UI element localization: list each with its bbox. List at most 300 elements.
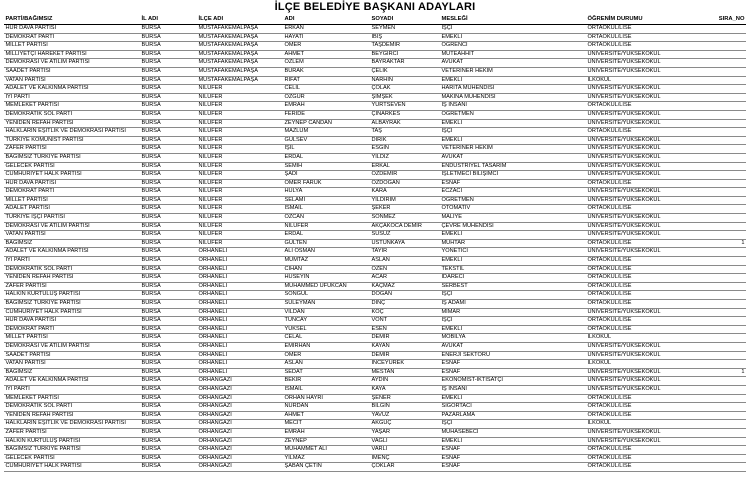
first-name-cell: GÜLTEN: [283, 239, 370, 248]
table-row: [4, 411, 746, 420]
party-cell: BAĞIMSIZ: [4, 368, 140, 377]
profession-cell: SİGORTACI: [440, 403, 586, 412]
table-row: [4, 428, 746, 437]
order-no-cell: [701, 291, 746, 300]
table-row: [4, 119, 746, 128]
education-cell: ORTAOKUL/LİSE: [586, 42, 701, 51]
order-no-cell: [701, 334, 746, 343]
province-cell: BURSA: [140, 428, 197, 437]
table-row: [4, 274, 746, 283]
column-header-party: PARTİ/BAĞIMSIZ: [4, 15, 140, 25]
order-no-cell: [701, 317, 746, 326]
education-cell: ORTAOKUL/LİSE: [586, 33, 701, 42]
table-row: [4, 300, 746, 309]
first-name-cell: NURDAN: [283, 403, 370, 412]
table-row: [4, 205, 746, 214]
table-row: [4, 145, 746, 154]
education-cell: ÜNİVERSİTE/YÜKSEKOKUL: [586, 437, 701, 446]
profession-cell: AVUKAT: [440, 342, 586, 351]
last-name-cell: ASLAN: [370, 257, 440, 266]
first-name-cell: ŞABAN ÇETİN: [283, 463, 370, 472]
first-name-cell: SELAMİ: [283, 196, 370, 205]
first-name-cell: MÜMTAZ: [283, 257, 370, 266]
district-cell: MUSTAFAKEMALPAŞA: [197, 33, 283, 42]
first-name-cell: İSMAİL: [283, 205, 370, 214]
column-header-district: İLÇE ADI: [197, 15, 283, 25]
education-cell: ORTAOKUL/LİSE: [586, 317, 701, 326]
table-row: [4, 463, 746, 472]
province-cell: BURSA: [140, 136, 197, 145]
province-cell: BURSA: [140, 446, 197, 455]
first-name-cell: GÜLSEV: [283, 136, 370, 145]
table-row: [4, 67, 746, 76]
last-name-cell: DİRİK: [370, 136, 440, 145]
province-cell: BURSA: [140, 179, 197, 188]
profession-cell: EMEKLİ: [440, 394, 586, 403]
province-cell: BURSA: [140, 214, 197, 223]
first-name-cell: ÖMER FARUK: [283, 179, 370, 188]
profession-cell: SERBEST: [440, 282, 586, 291]
province-cell: BURSA: [140, 394, 197, 403]
table-row: [4, 153, 746, 162]
district-cell: ORHANGAZİ: [197, 454, 283, 463]
last-name-cell: IBIŞ: [370, 33, 440, 42]
party-cell: MİLLET PARTİSİ: [4, 334, 140, 343]
education-cell: İLKOKUL: [586, 334, 701, 343]
first-name-cell: BURAK: [283, 67, 370, 76]
order-no-cell: [701, 308, 746, 317]
order-no-cell: [701, 76, 746, 85]
table-row: [4, 59, 746, 68]
province-cell: BURSA: [140, 342, 197, 351]
last-name-cell: DİNÇ: [370, 300, 440, 309]
first-name-cell: YÜKSEL: [283, 325, 370, 334]
table-row: [4, 188, 746, 197]
party-cell: DEMOKRATİK SOL PARTİ: [4, 403, 140, 412]
profession-cell: EMEKLİ: [440, 136, 586, 145]
first-name-cell: ASLAN: [283, 360, 370, 369]
district-cell: NİLÜFER: [197, 110, 283, 119]
profession-cell: EMEKLİ: [440, 231, 586, 240]
last-name-cell: YAŞAR: [370, 428, 440, 437]
party-cell: BAĞIMSIZ: [4, 239, 140, 248]
order-no-cell: [701, 222, 746, 231]
column-header-province: İL ADI: [140, 15, 197, 25]
district-cell: NİLÜFER: [197, 214, 283, 223]
column-header-profession: MESLEĞİ: [440, 15, 586, 25]
first-name-cell: CELİL: [283, 85, 370, 94]
province-cell: BURSA: [140, 300, 197, 309]
district-cell: ORHANELİ: [197, 291, 283, 300]
education-cell: ORTAOKUL/LİSE: [586, 403, 701, 412]
party-cell: HALKLARIN EŞİTLİK VE DEMOKRASİ PARTİSİ: [4, 420, 140, 429]
order-no-cell: [701, 446, 746, 455]
education-cell: ÜNİVERSİTE/YÜKSEKOKUL: [586, 136, 701, 145]
order-no-cell: [701, 196, 746, 205]
province-cell: BURSA: [140, 42, 197, 51]
document-title: İLÇE BELEDİYE BAŞKANI ADAYLARI: [274, 1, 476, 13]
party-cell: DEMOKRATİK SOL PARTİ: [4, 265, 140, 274]
table-row: [4, 128, 746, 137]
profession-cell: İŞÇİ: [440, 291, 586, 300]
education-cell: ÜNİVERSİTE/YÜKSEKOKUL: [586, 145, 701, 154]
province-cell: BURSA: [140, 93, 197, 102]
party-cell: HÜR DAVA PARTİSİ: [4, 317, 140, 326]
district-cell: ORHANGAZİ: [197, 385, 283, 394]
last-name-cell: KAYAN: [370, 342, 440, 351]
district-cell: NİLÜFER: [197, 128, 283, 137]
province-cell: BURSA: [140, 308, 197, 317]
district-cell: ORHANELİ: [197, 334, 283, 343]
district-cell: NİLÜFER: [197, 93, 283, 102]
profession-cell: MİMAR: [440, 308, 586, 317]
profession-cell: ESNAF: [440, 360, 586, 369]
education-cell: ÜNİVERSİTE/YÜKSEKOKUL: [586, 153, 701, 162]
education-cell: ORTAOKUL/LİSE: [586, 454, 701, 463]
party-cell: BAĞIMSIZ TÜRKİYE PARTİSİ: [4, 300, 140, 309]
province-cell: BURSA: [140, 76, 197, 85]
last-name-cell: YURTSEVEN: [370, 102, 440, 111]
province-cell: BURSA: [140, 128, 197, 137]
district-cell: ORHANGAZİ: [197, 428, 283, 437]
profession-cell: AVUKAT: [440, 59, 586, 68]
last-name-cell: ÖZDOĞAN: [370, 179, 440, 188]
profession-cell: İŞÇİ: [440, 128, 586, 137]
order-no-cell: [701, 171, 746, 180]
party-cell: GELECEK PARTİSİ: [4, 162, 140, 171]
table-row: [4, 222, 746, 231]
table-row: [4, 377, 746, 386]
province-cell: BURSA: [140, 231, 197, 240]
last-name-cell: DEMİR: [370, 334, 440, 343]
education-cell: ÜNİVERSİTE/YÜKSEKOKUL: [586, 248, 701, 257]
table-row: [4, 93, 746, 102]
first-name-cell: ÖMER: [283, 351, 370, 360]
province-cell: BURSA: [140, 59, 197, 68]
profession-cell: ECZACI: [440, 188, 586, 197]
district-cell: MUSTAFAKEMALPAŞA: [197, 59, 283, 68]
party-cell: İYİ PARTİ: [4, 385, 140, 394]
province-cell: BURSA: [140, 325, 197, 334]
profession-cell: TEKSTİL: [440, 265, 586, 274]
first-name-cell: MECİT: [283, 420, 370, 429]
profession-cell: OTOMATİV: [440, 205, 586, 214]
order-no-cell: [701, 33, 746, 42]
last-name-cell: AYDIN: [370, 377, 440, 386]
education-cell: ÜNİVERSİTE/YÜKSEKOKUL: [586, 308, 701, 317]
table-row: [4, 248, 746, 257]
table-row: [4, 171, 746, 180]
last-name-cell: DOĞAN: [370, 291, 440, 300]
district-cell: ORHANELİ: [197, 265, 283, 274]
profession-cell: ÇEVRE MÜHENDİSİ: [440, 222, 586, 231]
district-cell: NİLÜFER: [197, 179, 283, 188]
province-cell: BURSA: [140, 377, 197, 386]
first-name-cell: CİHAN: [283, 265, 370, 274]
order-no-cell: [701, 59, 746, 68]
province-cell: BURSA: [140, 188, 197, 197]
profession-cell: AVUKAT: [440, 153, 586, 162]
province-cell: BURSA: [140, 351, 197, 360]
last-name-cell: MESTAN: [370, 368, 440, 377]
party-cell: DEMOKRASİ VE ATILIM PARTİSİ: [4, 222, 140, 231]
order-no-cell: [701, 42, 746, 51]
education-cell: ÜNİVERSİTE/YÜKSEKOKUL: [586, 50, 701, 59]
order-no-cell: [701, 300, 746, 309]
table-row: [4, 110, 746, 119]
last-name-cell: VAĞLI: [370, 437, 440, 446]
district-cell: MUSTAFAKEMALPAŞA: [197, 50, 283, 59]
column-header-last-name: SOYADI: [370, 15, 440, 25]
last-name-cell: KARA: [370, 188, 440, 197]
province-cell: BURSA: [140, 454, 197, 463]
order-no-cell: [701, 67, 746, 76]
education-cell: İLKOKUL: [586, 420, 701, 429]
district-cell: NİLÜFER: [197, 162, 283, 171]
profession-cell: MOBİLYA: [440, 334, 586, 343]
first-name-cell: ERKAN: [283, 25, 370, 34]
first-name-cell: ZEYNEP: [283, 437, 370, 446]
district-cell: NİLÜFER: [197, 145, 283, 154]
education-cell: ÜNİVERSİTE/YÜKSEKOKUL: [586, 59, 701, 68]
district-cell: MUSTAFAKEMALPAŞA: [197, 76, 283, 85]
education-cell: ORTAOKUL/LİSE: [586, 274, 701, 283]
last-name-cell: VONT: [370, 317, 440, 326]
profession-cell: EMEKLİ: [440, 33, 586, 42]
table-row: [4, 239, 746, 248]
table-row: [4, 25, 746, 34]
province-cell: BURSA: [140, 291, 197, 300]
table-row: [4, 317, 746, 326]
district-cell: ORHANELİ: [197, 308, 283, 317]
province-cell: BURSA: [140, 153, 197, 162]
province-cell: BURSA: [140, 317, 197, 326]
party-cell: DEMOKRATİK SOL PARTİ: [4, 110, 140, 119]
party-cell: GELECEK PARTİSİ: [4, 454, 140, 463]
first-name-cell: HAYATİ: [283, 33, 370, 42]
province-cell: BURSA: [140, 85, 197, 94]
party-cell: MİLLET PARTİSİ: [4, 42, 140, 51]
party-cell: MİLLİYETÇİ HAREKET PARTİSİ: [4, 50, 140, 59]
province-cell: BURSA: [140, 274, 197, 283]
education-cell: İLKOKUL: [586, 360, 701, 369]
order-no-cell: 1: [701, 368, 746, 377]
table-row: [4, 291, 746, 300]
profession-cell: ESNAF: [440, 368, 586, 377]
profession-cell: ESNAF: [440, 179, 586, 188]
province-cell: BURSA: [140, 463, 197, 472]
party-cell: ZAFER PARTİSİ: [4, 145, 140, 154]
profession-cell: MÜTEAHHİT: [440, 50, 586, 59]
table-row: [4, 136, 746, 145]
order-no-cell: [701, 257, 746, 266]
profession-cell: ÖĞRETMEN: [440, 110, 586, 119]
education-cell: ÜNİVERSİTE/YÜKSEKOKUL: [586, 428, 701, 437]
last-name-cell: ESEN: [370, 325, 440, 334]
province-cell: BURSA: [140, 196, 197, 205]
first-name-cell: EMRAH: [283, 428, 370, 437]
party-cell: HALKIN KURTULUŞ PARTİSİ: [4, 291, 140, 300]
table-row: [4, 179, 746, 188]
table-row: [4, 102, 746, 111]
first-name-cell: SÜLEYMAN: [283, 300, 370, 309]
district-cell: NİLÜFER: [197, 136, 283, 145]
last-name-cell: ERKAL: [370, 162, 440, 171]
province-cell: BURSA: [140, 25, 197, 34]
last-name-cell: YILDIZ: [370, 153, 440, 162]
party-cell: ADALET VE KALKINMA PARTİSİ: [4, 377, 140, 386]
province-cell: BURSA: [140, 257, 197, 266]
order-no-cell: [701, 325, 746, 334]
first-name-cell: NİLÜFER: [283, 222, 370, 231]
order-no-cell: [701, 454, 746, 463]
district-cell: ORHANGAZİ: [197, 403, 283, 412]
table-row: [4, 231, 746, 240]
order-no-cell: [701, 411, 746, 420]
first-name-cell: ŞADİ: [283, 171, 370, 180]
party-cell: BAĞIMSIZ TÜRKİYE PARTİSİ: [4, 446, 140, 455]
order-no-cell: [701, 274, 746, 283]
last-name-cell: ŞENER: [370, 394, 440, 403]
profession-cell: EMEKLİ: [440, 257, 586, 266]
education-cell: ÜNİVERSİTE/YÜKSEKOKUL: [586, 342, 701, 351]
party-cell: HALKIN KURTULUŞ PARTİSİ: [4, 437, 140, 446]
first-name-cell: RİFAT: [283, 76, 370, 85]
order-no-cell: [701, 385, 746, 394]
party-cell: YENİDEN REFAH PARTİSİ: [4, 119, 140, 128]
order-no-cell: [701, 128, 746, 137]
first-name-cell: ÖZCAN: [283, 214, 370, 223]
province-cell: BURSA: [140, 205, 197, 214]
province-cell: BURSA: [140, 334, 197, 343]
profession-cell: İŞÇİ: [440, 420, 586, 429]
party-cell: YENİDEN REFAH PARTİSİ: [4, 411, 140, 420]
party-cell: SAADET PARTİSİ: [4, 351, 140, 360]
education-cell: ÜNİVERSİTE/YÜKSEKOKUL: [586, 377, 701, 386]
order-no-cell: [701, 153, 746, 162]
education-cell: ÜNİVERSİTE/YÜKSEKOKUL: [586, 110, 701, 119]
table-row: [4, 437, 746, 446]
district-cell: ORHANGAZİ: [197, 420, 283, 429]
last-name-cell: TAŞ: [370, 128, 440, 137]
first-name-cell: ÖZLEM: [283, 59, 370, 68]
party-cell: İYİ PARTİ: [4, 93, 140, 102]
last-name-cell: ÇELİK: [370, 67, 440, 76]
district-cell: ORHANELİ: [197, 325, 283, 334]
order-no-cell: [701, 248, 746, 257]
party-cell: YENİDEN REFAH PARTİSİ: [4, 274, 140, 283]
last-name-cell: TAYIR: [370, 248, 440, 257]
order-no-cell: [701, 85, 746, 94]
last-name-cell: ŞEKER: [370, 205, 440, 214]
district-cell: NİLÜFER: [197, 153, 283, 162]
district-cell: ORHANELİ: [197, 342, 283, 351]
order-no-cell: [701, 50, 746, 59]
party-cell: İYİ PARTİ: [4, 257, 140, 266]
column-header-order-no: SIRA_NO: [701, 15, 746, 25]
order-no-cell: [701, 360, 746, 369]
education-cell: ORTAOKUL/LİSE: [586, 265, 701, 274]
party-cell: DEMOKRAT PARTİ: [4, 188, 140, 197]
last-name-cell: ÖZDEMİR: [370, 171, 440, 180]
first-name-cell: BEKİR: [283, 377, 370, 386]
table-row: [4, 394, 746, 403]
party-cell: CUMHURİYET HALK PARTİSİ: [4, 171, 140, 180]
district-cell: ORHANELİ: [197, 248, 283, 257]
profession-cell: MUHTAR: [440, 239, 586, 248]
table-row: [4, 50, 746, 59]
education-cell: ÜNİVERSİTE/YÜKSEKOKUL: [586, 162, 701, 171]
district-cell: NİLÜFER: [197, 231, 283, 240]
district-cell: NİLÜFER: [197, 196, 283, 205]
district-cell: MUSTAFAKEMALPAŞA: [197, 42, 283, 51]
education-cell: ORTAOKUL/LİSE: [586, 463, 701, 472]
last-name-cell: ŞİMŞEK: [370, 93, 440, 102]
last-name-cell: ESGİN: [370, 145, 440, 154]
district-cell: ORHANELİ: [197, 360, 283, 369]
province-cell: BURSA: [140, 110, 197, 119]
province-cell: BURSA: [140, 50, 197, 59]
district-cell: ORHANELİ: [197, 274, 283, 283]
party-cell: DEMOKRAT PARTİ: [4, 325, 140, 334]
education-cell: ÜNİVERSİTE/YÜKSEKOKUL: [586, 196, 701, 205]
order-no-cell: [701, 25, 746, 34]
party-cell: BAĞIMSIZ TÜRKİYE PARTİSİ: [4, 153, 140, 162]
first-name-cell: VİLDAN: [283, 308, 370, 317]
column-header-education: ÖĞRENİM DURUMU: [586, 15, 701, 25]
district-cell: ORHANGAZİ: [197, 446, 283, 455]
order-no-cell: [701, 110, 746, 119]
education-cell: ÜNİVERSİTE/YÜKSEKOKUL: [586, 85, 701, 94]
party-cell: TÜRKİYE KOMÜNİST PARTİSİ: [4, 136, 140, 145]
first-name-cell: EMRAH: [283, 102, 370, 111]
first-name-cell: ÖMER: [283, 42, 370, 51]
education-cell: ORTAOKUL/LİSE: [586, 102, 701, 111]
table-body: [4, 25, 746, 472]
table-row: [4, 265, 746, 274]
education-cell: ÜNİVERSİTE/YÜKSEKOKUL: [586, 93, 701, 102]
table-header-row: [4, 15, 746, 25]
last-name-cell: NARHIN: [370, 76, 440, 85]
education-cell: ORTAOKUL/LİSE: [586, 239, 701, 248]
first-name-cell: MUHAMMED UFUKCAN: [283, 282, 370, 291]
party-cell: DEMOKRAT PARTİ: [4, 33, 140, 42]
district-cell: ORHANGAZİ: [197, 411, 283, 420]
education-cell: ORTAOKUL/LİSE: [586, 291, 701, 300]
order-no-cell: [701, 214, 746, 223]
order-no-cell: [701, 437, 746, 446]
table-row: [4, 403, 746, 412]
first-name-cell: ZEYNEP CANDAN: [283, 119, 370, 128]
order-no-cell: [701, 102, 746, 111]
province-cell: BURSA: [140, 239, 197, 248]
education-cell: ÜNİVERSİTE/YÜKSEKOKUL: [586, 214, 701, 223]
province-cell: BURSA: [140, 67, 197, 76]
profession-cell: EKONOMİST-İKTİSATÇI: [440, 377, 586, 386]
last-name-cell: AKÇAKOCA DEMİR: [370, 222, 440, 231]
profession-cell: İŞÇİ: [440, 25, 586, 34]
party-cell: DEMOKRASİ VE ATILIM PARTİSİ: [4, 342, 140, 351]
party-cell: MEMLEKET PARTİSİ: [4, 102, 140, 111]
province-cell: BURSA: [140, 119, 197, 128]
profession-cell: PAZARLAMA: [440, 411, 586, 420]
profession-cell: VETERİNER HEKİM: [440, 145, 586, 154]
education-cell: ORTAOKUL/LİSE: [586, 325, 701, 334]
party-cell: VATAN PARTİSİ: [4, 360, 140, 369]
table-row: [4, 420, 746, 429]
last-name-cell: YILDIRIM: [370, 196, 440, 205]
table-row: [4, 342, 746, 351]
